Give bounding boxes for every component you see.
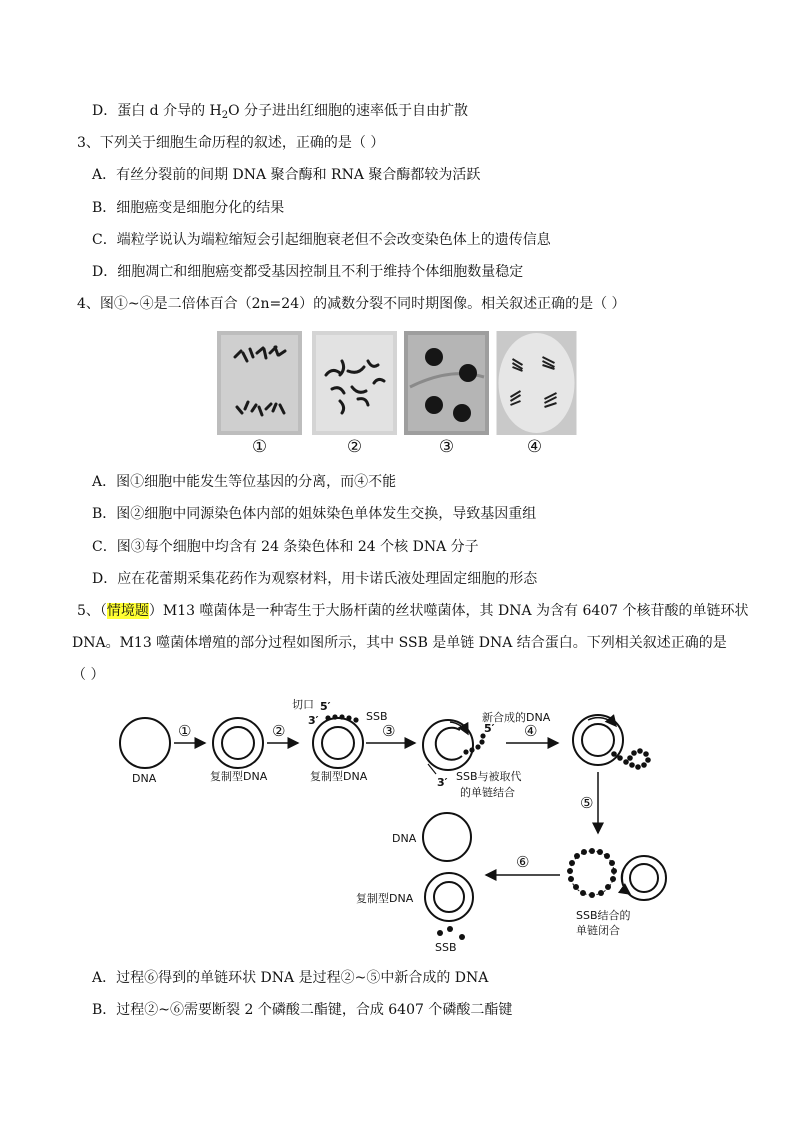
q4-option-d: D．应在花蕾期采集花药作为观察材料，用卡诺氏液处理固定细胞的形态 xyxy=(92,571,538,587)
label-3prime-2: 3′ xyxy=(437,776,448,789)
q3-option-c: C．端粒学说认为端粒缩短会引起细胞衰老但不会改变染色体上的遗传信息 xyxy=(92,232,551,248)
m13-replication-diagram xyxy=(110,690,690,955)
label-ssb-close-1: SSB结合的 xyxy=(576,909,631,922)
q4-option-c: C．图③每个细胞中均含有 24 条染色体和 24 个核 DNA 分子 xyxy=(92,539,479,555)
meiosis-photo-4 xyxy=(494,331,579,435)
step-5: ⑤ xyxy=(580,794,594,812)
q2d-subscript: 2 xyxy=(221,110,229,121)
ss-dna-circle xyxy=(120,718,170,768)
rolling-circle-stage xyxy=(423,720,486,774)
q2d-text-b: O 分子进出红细胞的速率低于自由扩散 xyxy=(228,103,469,119)
nicked-replicative-dna xyxy=(313,714,363,768)
q5-stem-line3: （ ） xyxy=(72,667,105,683)
q5-option-a: A．过程⑥得到的单链环状 DNA 是过程②~⑤中新合成的 DNA xyxy=(92,970,489,986)
closed-ssb-ring xyxy=(567,848,617,898)
q3-stem: 3、下列关于细胞生命历程的叙述，正确的是（ ） xyxy=(77,135,385,151)
photo-label-1: ① xyxy=(251,437,268,457)
label-new-dna: 新合成的DNA xyxy=(482,711,551,724)
q3-option-d: D．细胞凋亡和细胞癌变都受基因控制且不利于维持个体细胞数量稳定 xyxy=(92,264,524,280)
label-rep-dna-1: 复制型DNA xyxy=(210,770,268,783)
q2d-text-a: D．蛋白 d 介导的 H xyxy=(92,103,222,119)
output-replicative-dna xyxy=(425,873,473,921)
q4-option-b: B．图②细胞中同源染色体内部的姐妹染色单体发生交换，导致基因重组 xyxy=(92,506,537,522)
label-5prime-2: 5′ xyxy=(484,722,495,735)
meiosis-photo-strip xyxy=(217,331,574,457)
meiosis-photo-3 xyxy=(404,331,489,435)
photo-label-4: ④ xyxy=(526,437,543,457)
q2-option-d xyxy=(92,101,468,126)
step-3: ③ xyxy=(382,722,396,740)
q5-stem-line2: DNA。M13 噬菌体增殖的部分过程如图所示，其中 SSB 是单链 DNA 结合蛋白。下列相关叙述正确的是 xyxy=(72,635,727,651)
q4-stem: 4、图①~④是二倍体百合（2n=24）的减数分裂不同时期图像。相关叙述正确的是（ ） xyxy=(77,296,626,312)
label-ssb-out: SSB xyxy=(435,941,457,954)
q4-option-a: A．图①细胞中能发生等位基因的分离，而④不能 xyxy=(92,474,397,490)
replicative-dna-beside-ring xyxy=(622,856,666,900)
meiosis-photo-1 xyxy=(217,331,302,435)
label-dna-out: DNA xyxy=(392,832,417,845)
label-ssb-1: SSB xyxy=(366,710,388,723)
photo-label-2: ② xyxy=(346,437,363,457)
step-1: ① xyxy=(178,722,192,740)
label-rep-dna-2: 复制型DNA xyxy=(310,770,368,783)
q3-option-b: B．细胞癌变是细胞分化的结果 xyxy=(92,200,285,216)
step-6: ⑥ xyxy=(516,853,530,871)
replicative-dna-1 xyxy=(213,718,263,768)
step-4: ④ xyxy=(524,722,538,740)
output-ss-dna xyxy=(423,813,471,861)
label-rep-dna-out: 复制型DNA xyxy=(356,892,414,905)
label-3prime-1: 3′ xyxy=(308,714,319,727)
photo-label-3: ③ xyxy=(438,437,455,457)
label-ssb-close-2: 单链闭合 xyxy=(576,924,620,937)
label-ssb-bind-2: 的单链结合 xyxy=(460,786,515,799)
label-ssb-bind-1: SSB与被取代 xyxy=(456,770,522,783)
q5-stem-line1 xyxy=(77,601,749,621)
q5-number: 5、（ xyxy=(77,603,107,619)
q3-option-a: A．有丝分裂前的间期 DNA 聚合酶和 RNA 聚合酶都较为活跃 xyxy=(92,167,481,183)
label-nick: 切口 xyxy=(292,698,314,711)
label-5prime-1: 5′ xyxy=(320,700,331,713)
q5-option-b: B．过程②~⑥需要断裂 2 个磷酸二酯键，合成 6407 个磷酸二酯键 xyxy=(92,1002,513,1018)
free-ssb-dots xyxy=(437,926,465,940)
q5-stem-text: ）M13 噬菌体是一种寄生于大肠杆菌的丝状噬菌体，其 DNA 为含有 6407 个核苷酸的单链环状 xyxy=(148,603,749,619)
label-dna: DNA xyxy=(132,772,157,785)
context-question-tag: 情境题 xyxy=(106,603,149,619)
meiosis-photo-2 xyxy=(312,331,397,435)
step-2: ② xyxy=(272,722,286,740)
extended-ssb-strand xyxy=(573,715,651,770)
